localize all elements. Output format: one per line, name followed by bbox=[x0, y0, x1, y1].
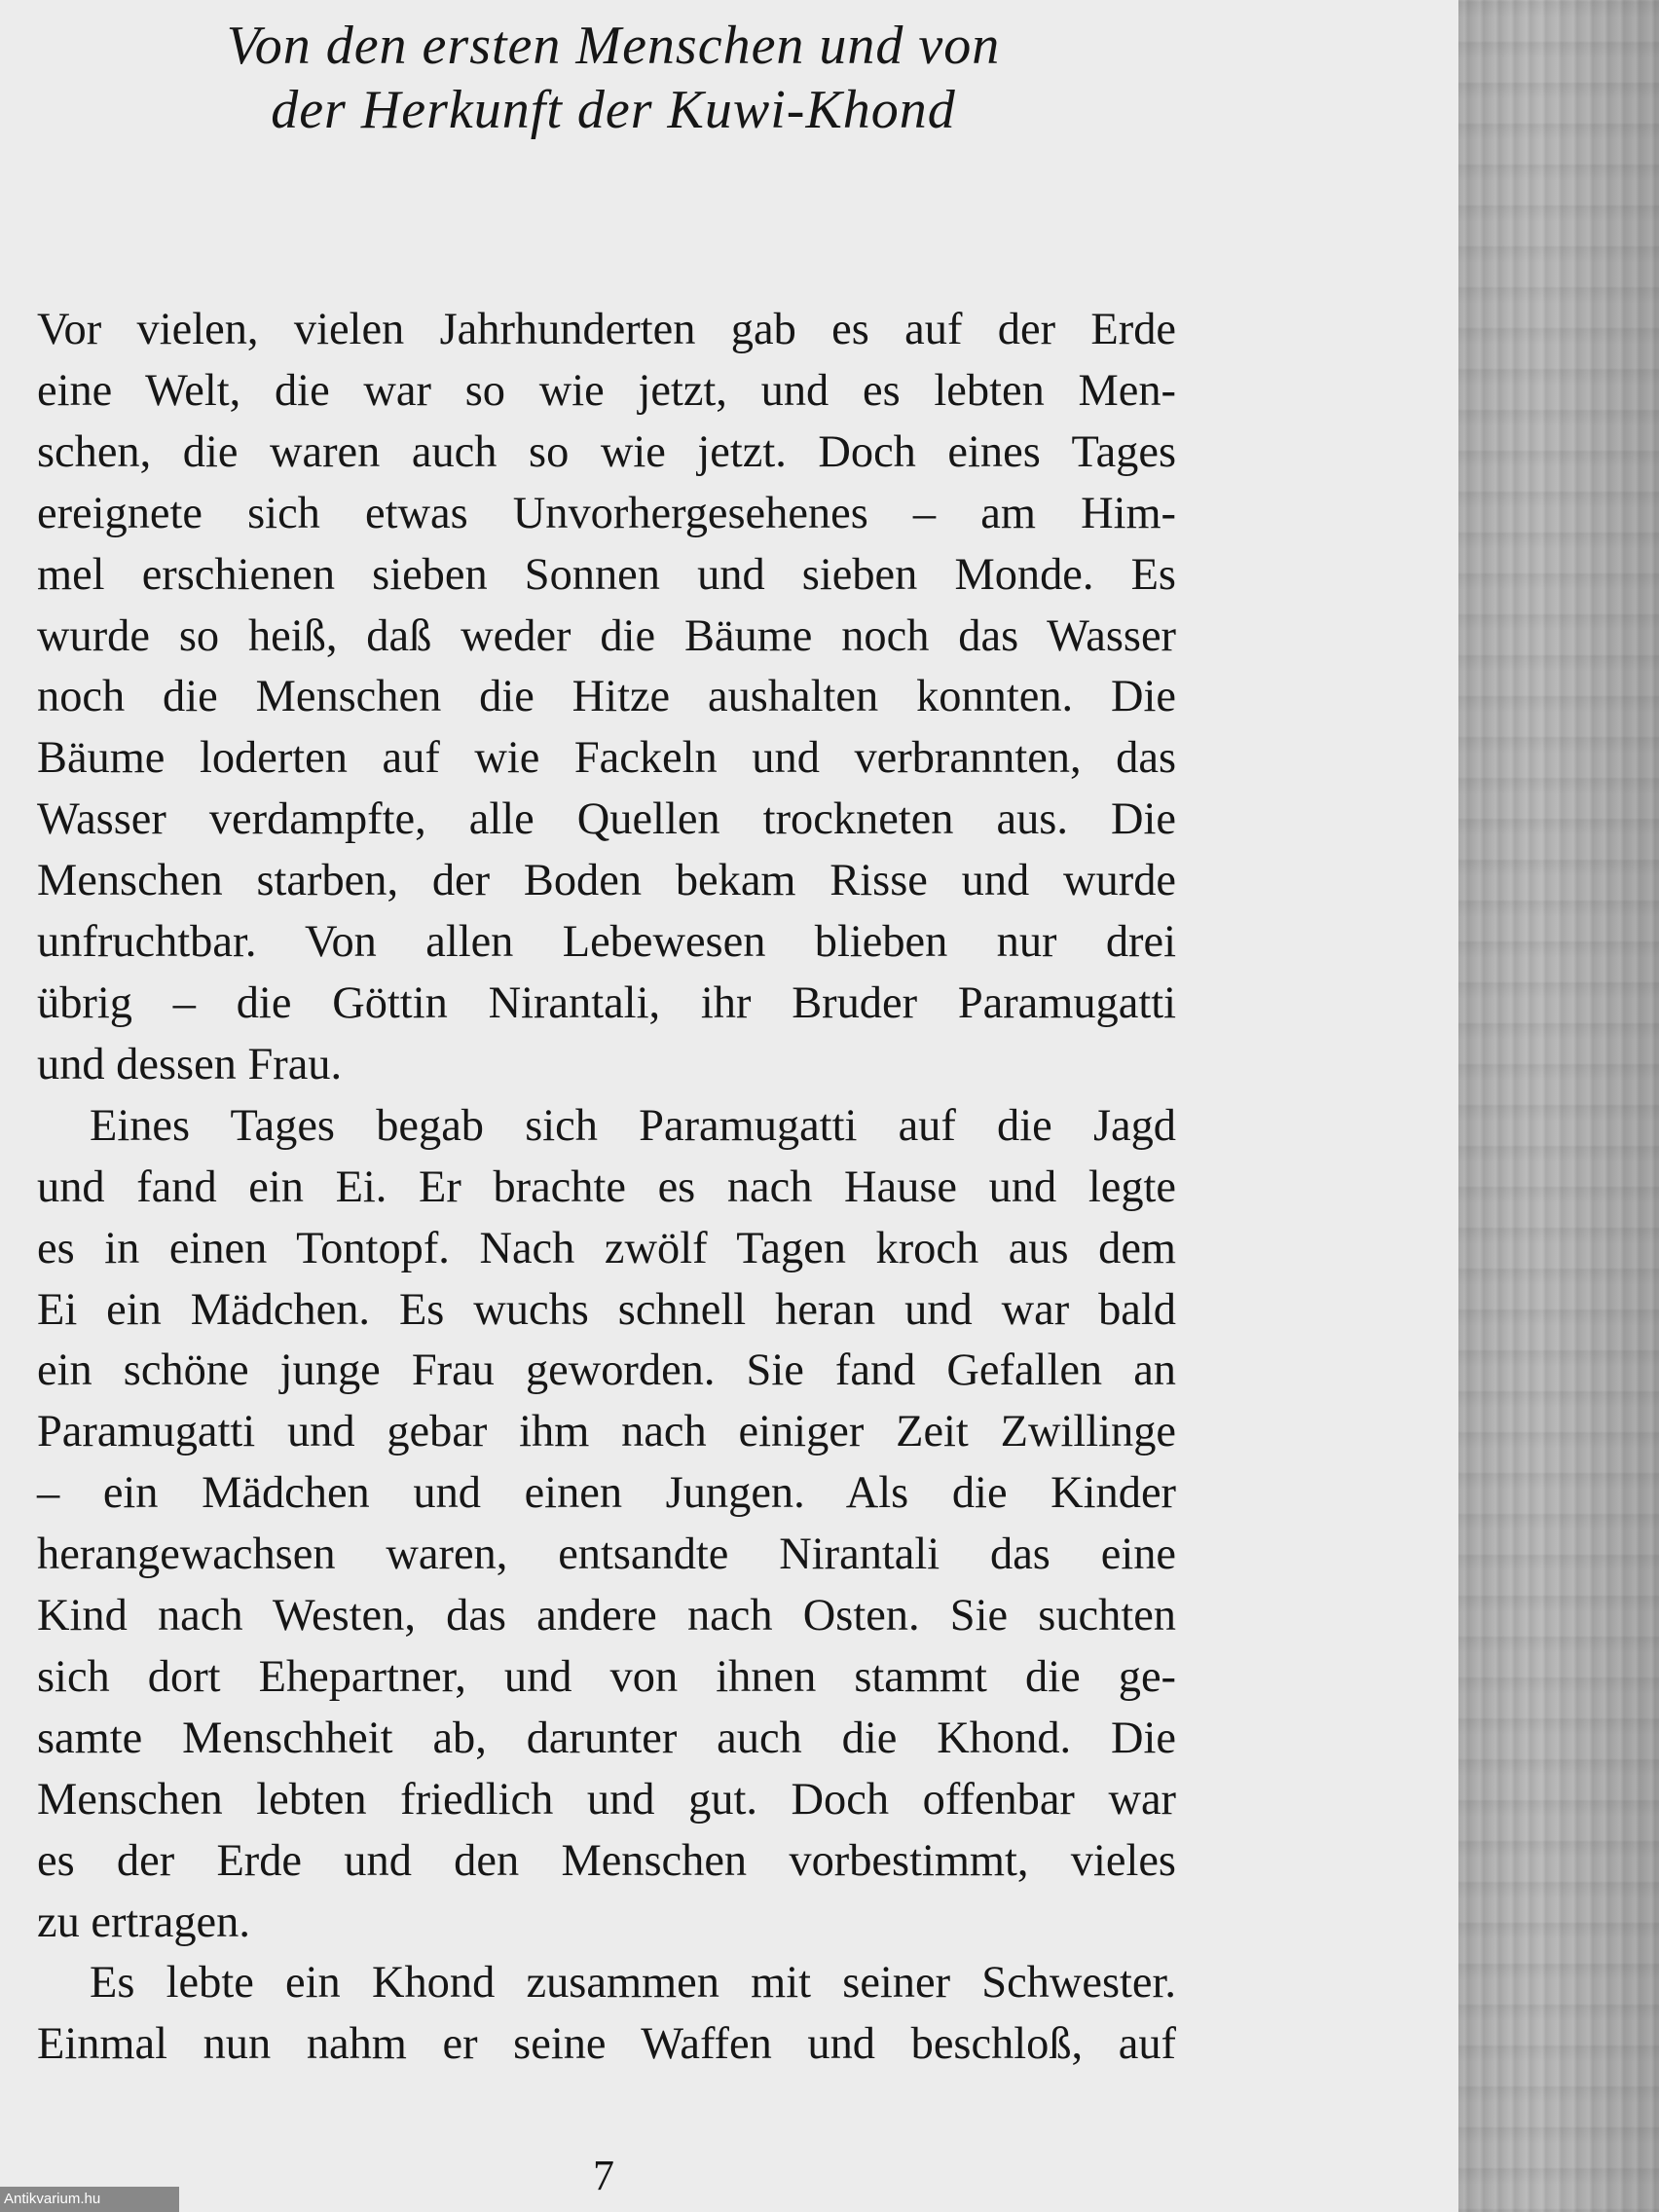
text-line: sich dort Ehepartner, und von ihnen stammt die ge- bbox=[37, 1651, 1176, 1702]
text-line: ereignete sich etwas Unvorhergesehenes – am Him- bbox=[37, 488, 1176, 538]
text-line: noch die Menschen die Hitze aushalten konnten. Die bbox=[37, 672, 1176, 722]
chapter-title bbox=[136, 14, 1090, 142]
text-line: unfruchtbar. Von allen Lebewesen blieben nur drei bbox=[37, 917, 1176, 968]
text-line: eine Welt, die war so wie jetzt, und es lebten Men- bbox=[37, 365, 1176, 416]
text-line: übrig – die Göttin Nirantali, ihr Bruder Paramugatti bbox=[37, 977, 1176, 1028]
chapter-title-line-1: Von den ersten Menschen und von bbox=[226, 16, 1001, 76]
paragraph-1 bbox=[37, 300, 1176, 1096]
text-line: samte Menschheit ab, darunter auch die Khond. Die bbox=[37, 1713, 1176, 1763]
text-line: Einmal nun nahm er seine Waffen und beschloß, auf bbox=[37, 2019, 1176, 2070]
text-line: und fand ein Ei. Er brachte es nach Hause und legte bbox=[37, 1161, 1176, 1212]
page-number: 7 bbox=[593, 2152, 614, 2199]
paragraph-3 bbox=[37, 1953, 1176, 2076]
text-line: Bäume loderten auf wie Fackeln und verbrannten, das bbox=[37, 733, 1176, 784]
text-line: Eines Tages begab sich Paramugatti auf die Jagd bbox=[90, 1100, 1176, 1151]
text-line: mel erschienen sieben Sonnen und sieben Monde. Es bbox=[37, 549, 1176, 600]
watermark: Antikvarium.hu bbox=[0, 2187, 179, 2212]
text-line: Ei ein Mädchen. Es wuchs schnell heran und war bald bbox=[37, 1284, 1176, 1335]
paragraph-2 bbox=[37, 1096, 1176, 1954]
text-line: es in einen Tontopf. Nach zwölf Tagen kroch aus dem bbox=[37, 1223, 1176, 1273]
text-line: – ein Mädchen und einen Jungen. Als die Kinder bbox=[37, 1468, 1176, 1519]
text-line: Menschen lebten friedlich und gut. Doch offenbar war bbox=[37, 1774, 1176, 1825]
chapter-title-line-2: der Herkunft der Kuwi-Khond bbox=[271, 80, 956, 140]
body-text bbox=[37, 300, 1176, 2076]
text-line: Menschen starben, der Boden bekam Risse und wurde bbox=[37, 856, 1176, 906]
text-line: Vor vielen, vielen Jahrhunderten gab es auf der Erde bbox=[37, 305, 1176, 354]
text-line: herangewachsen waren, entsandte Nirantali das eine bbox=[37, 1530, 1176, 1580]
text-line: ein schöne junge Frau geworden. Sie fand Gefallen an bbox=[37, 1346, 1176, 1396]
text-line: Kind nach Westen, das andere nach Osten. Sie suchten bbox=[37, 1591, 1176, 1641]
text-line: wurde so heiß, daß weder die Bäume noch das Wasser bbox=[37, 610, 1176, 661]
text-line: Es lebte ein Khond zusammen mit seiner Schwester. bbox=[90, 1958, 1176, 2009]
text-line: Paramugatti und gebar ihm nach einiger Zeit Zwillinge bbox=[37, 1407, 1176, 1457]
book-edge bbox=[1458, 0, 1659, 2212]
text-line: schen, die waren auch so wie jetzt. Doch eines Tages bbox=[37, 426, 1176, 477]
text-line: es der Erde und den Menschen vorbestimmt, vieles bbox=[37, 1835, 1176, 1886]
text-line: und dessen Frau. bbox=[37, 1039, 343, 1089]
text-line: Wasser verdampfte, alle Quellen trockneten aus. Die bbox=[37, 794, 1176, 845]
text-line: zu ertragen. bbox=[37, 1897, 250, 1947]
